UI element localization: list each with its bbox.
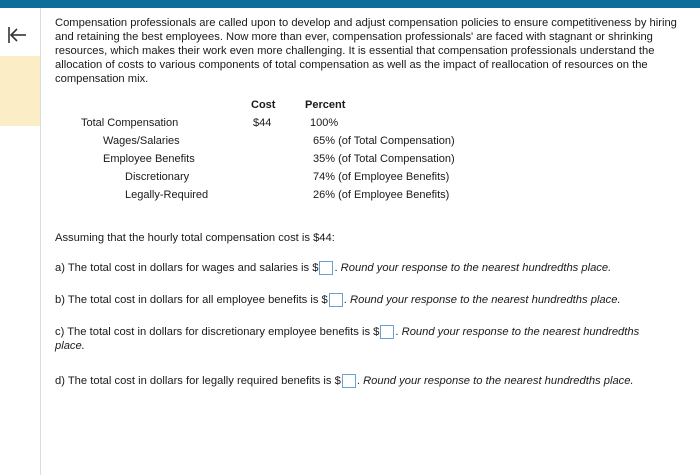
question-b-text: b) The total cost in dollars for all employee benefits is $ xyxy=(55,294,328,306)
top-bar xyxy=(0,0,700,8)
collapse-button[interactable] xyxy=(4,22,30,48)
question-d: d) The total cost in dollars for legally required benefits is $ . Round your response to the nearest hundredths place. xyxy=(55,375,634,387)
row-label-discretionary: Discretionary xyxy=(125,171,190,183)
row-percent-benefits: 35% (of Total Compensation) xyxy=(313,153,455,165)
assumption-text: Assuming that the hourly total compensation cost is $44: xyxy=(55,232,335,244)
question-a-text: a) The total cost in dollars for wages and salaries is $ xyxy=(55,262,319,274)
row-label-wages: Wages/Salaries xyxy=(103,135,180,147)
answer-d-input[interactable] xyxy=(342,374,356,388)
row-percent-discretionary: 74% (of Employee Benefits) xyxy=(313,171,450,183)
question-c-text: c) The total cost in dollars for discretionary employee benefits is $ xyxy=(55,326,380,338)
answer-a-input[interactable] xyxy=(319,261,333,275)
question-a: a) The total cost in dollars for wages and salaries is $ . Round your response to the nearest hundredths place. xyxy=(55,262,612,274)
row-cost-total: $44 xyxy=(253,117,272,129)
row-label-total: Total Compensation xyxy=(81,117,179,129)
question-d-hint: Round your response to the nearest hundredths place. xyxy=(363,375,634,387)
row-percent-wages: 65% (of Total Compensation) xyxy=(313,135,455,147)
question-c-hint: Round your response to the nearest hundredths place. xyxy=(55,326,640,353)
question-d-text: d) The total cost in dollars for legally required benefits is $ xyxy=(55,375,341,387)
question-a-hint: Round your response to the nearest hundredths place. xyxy=(340,262,612,274)
row-label-benefits: Employee Benefits xyxy=(103,153,195,165)
answer-c-input[interactable] xyxy=(380,325,394,339)
row-percent-total: 100% xyxy=(310,117,339,129)
question-content xyxy=(55,16,690,387)
rail-highlight xyxy=(0,56,40,126)
row-percent-legally-required: 26% (of Employee Benefits) xyxy=(313,189,450,201)
answer-b-input[interactable] xyxy=(329,293,343,307)
row-label-legally-required: Legally-Required xyxy=(125,189,209,201)
question-b-hint: Round your response to the nearest hundredths place. xyxy=(350,294,621,306)
collapse-left-arrow-icon xyxy=(7,26,27,44)
intro-paragraph: Compensation professionals are called upon to develop and adjust compensation policies to ensure competitiveness by hiring and retaining the best employees. Now more than ever, compensation professionals' are faced with stagnant or shrinking resources, which makes their work even more challenging. It is essential that compensation professionals understand the allocation of costs to various components of total compensation as well as the impact of reallocation of resources on the compensation mix. xyxy=(55,17,677,85)
compensation-table xyxy=(55,98,690,210)
question-b: b) The total cost in dollars for all employee benefits is $ . Round your response to the nearest hundredths place. xyxy=(55,294,621,306)
question-c: c) The total cost in dollars for discretionary employee benefits is $ . Round your response to the nearest hundredths place. xyxy=(55,326,640,353)
header-cost: Cost xyxy=(251,99,276,111)
header-percent: Percent xyxy=(305,99,346,111)
